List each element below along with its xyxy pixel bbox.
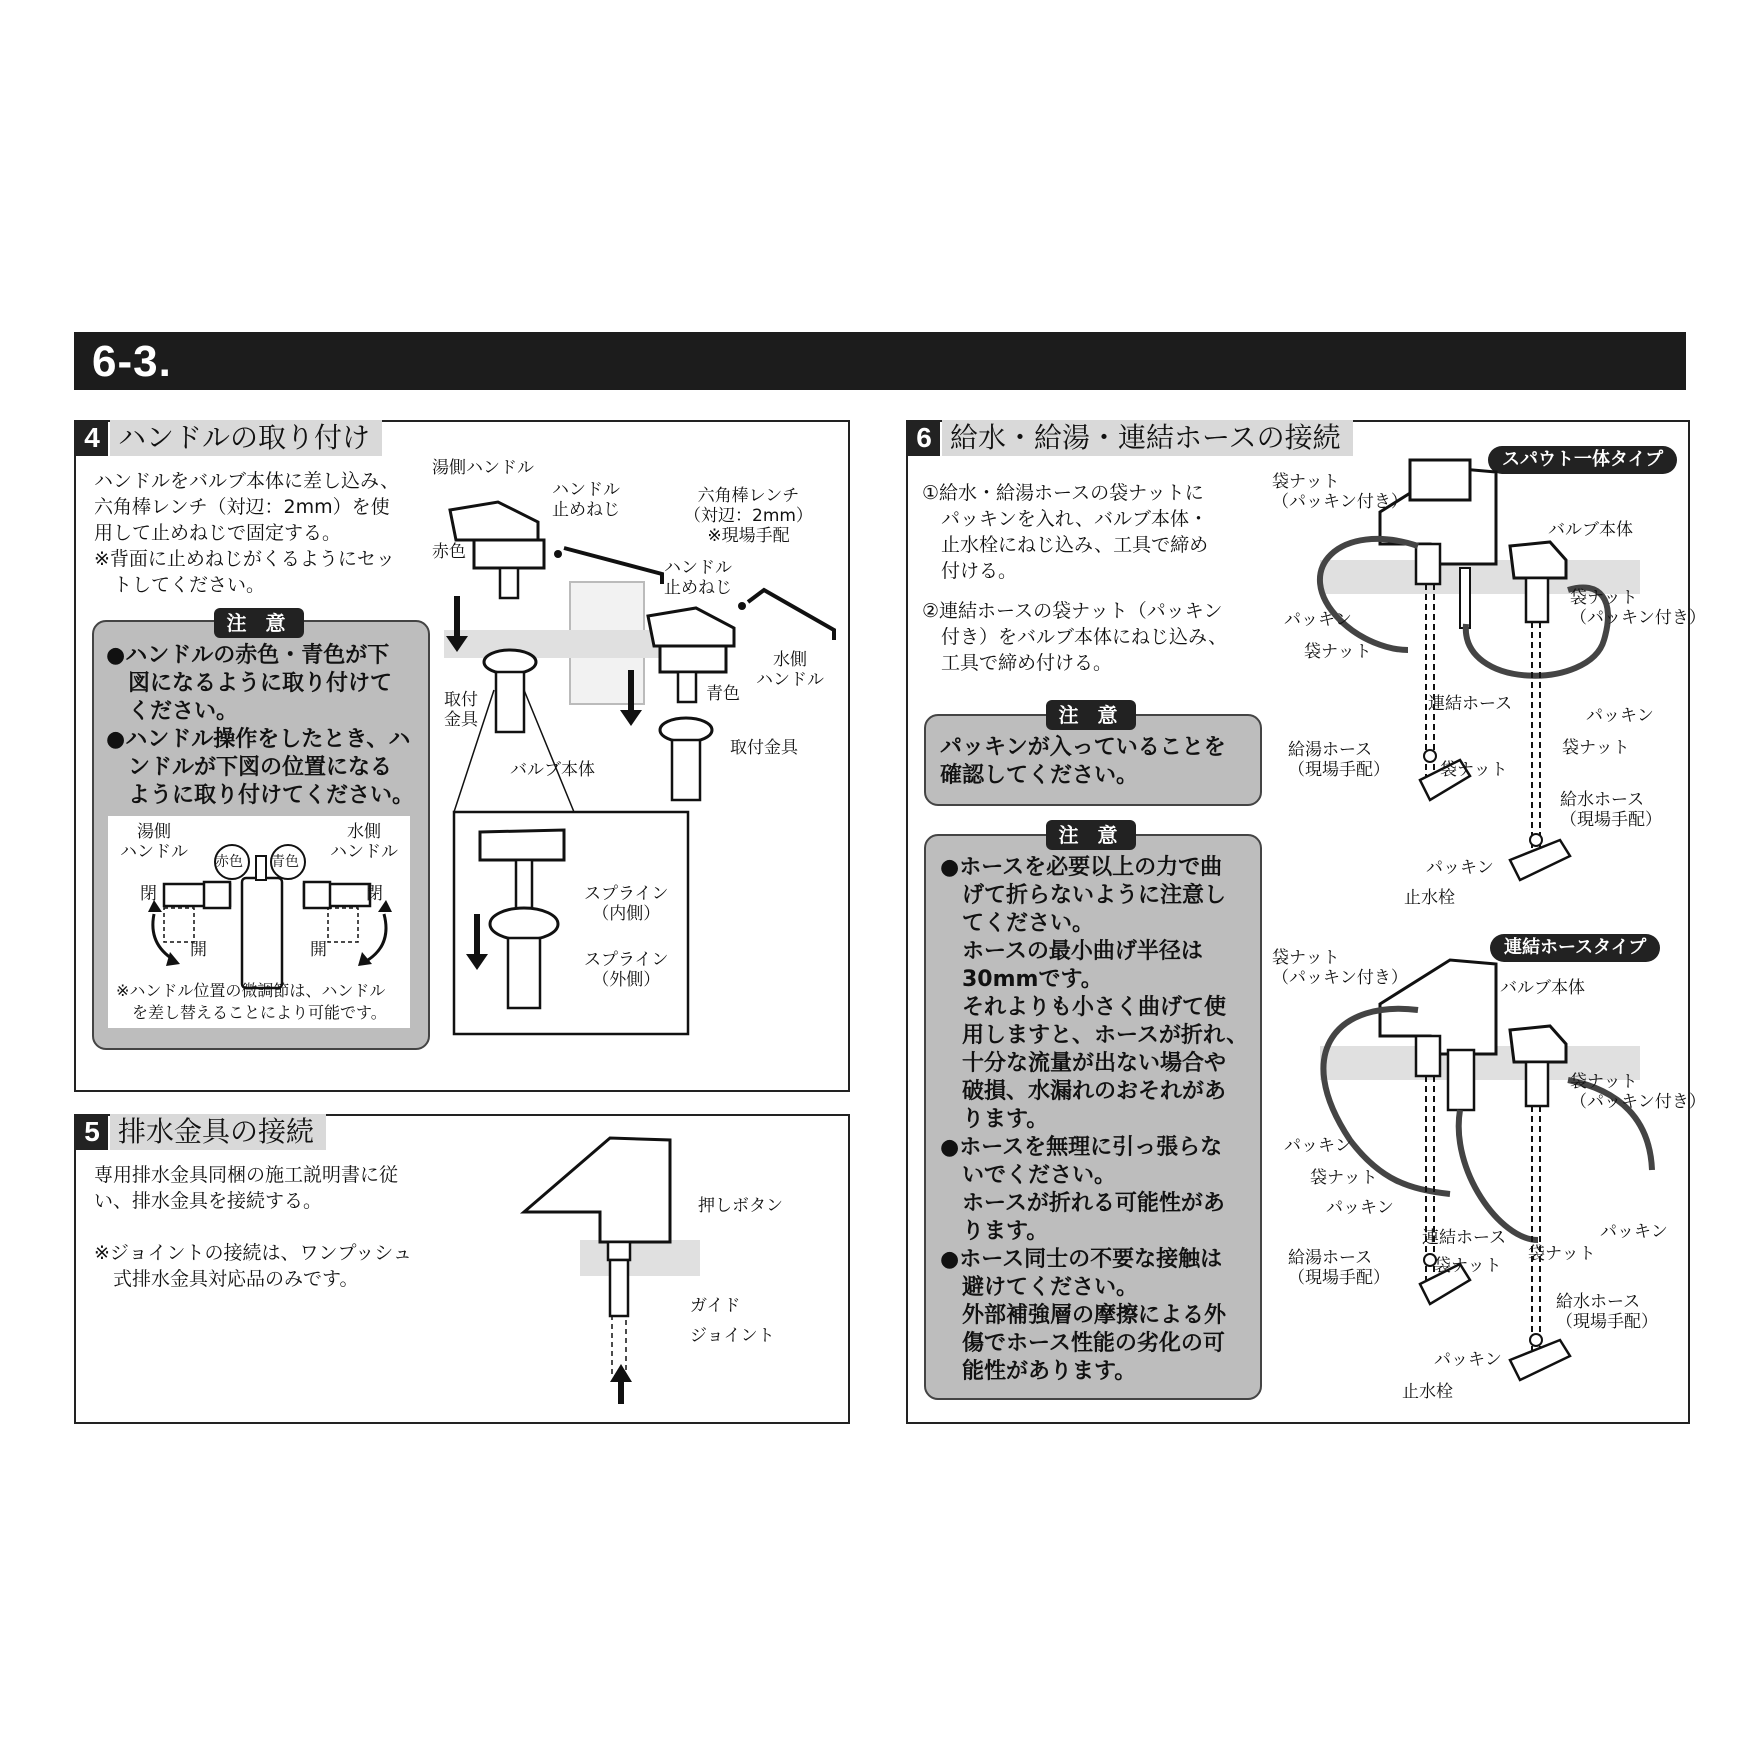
section-5-number: 5 (76, 1114, 108, 1150)
label-spline-inner (584, 884, 669, 924)
d1-cap-nut-right: 袋ナット (1562, 738, 1630, 758)
label-line: （対辺：2mm） (684, 506, 813, 526)
caution-line: ください。 (106, 699, 239, 724)
section-6-step-2 (922, 598, 1262, 676)
d1-cap-nut-bottom: 袋ナット (1440, 760, 1508, 780)
label-line: ハンドル (120, 842, 188, 862)
inset-blue-label: 青色 (271, 854, 299, 870)
caution-line: 外部補強層の摩擦による外 (940, 1303, 1227, 1328)
d1-link-hose: 連結ホース (1428, 694, 1513, 714)
footnote-line: ※ハンドル位置の微調節は、ハンドル (116, 981, 386, 1000)
label-line: 袋ナット (1570, 588, 1638, 608)
section-6-step-1 (922, 480, 1262, 584)
caution-line: ンドルが下図の位置になる (106, 755, 393, 780)
note-line: ※ジョイントの接続は、ワンプッシュ (94, 1242, 412, 1264)
caution-line: ります。 (940, 1107, 1049, 1132)
body-line: 六角棒レンチ（対辺：2mm）を使 (94, 496, 390, 518)
label-line: 湯側 (137, 822, 171, 842)
inset-open-right: 開 (310, 940, 327, 960)
d2-packing: パッキン (1284, 1136, 1352, 1156)
caution-line: ●ハンドルの赤色・青色が下 (106, 643, 390, 668)
label-line: 六角棒レンチ (697, 486, 800, 506)
section-4-number: 4 (76, 420, 108, 456)
label-line: 取付 (444, 690, 478, 710)
d2-packing-right: パッキン (1600, 1222, 1668, 1242)
label-line: （パッキン付き） (1570, 608, 1706, 628)
label-line: 止めねじ (664, 578, 732, 598)
label-push-button: 押しボタン (698, 1196, 783, 1216)
step-line: 工具で締め付ける。 (922, 652, 1113, 674)
step-line: ②連結ホースの袋ナット（パッキン (922, 600, 1223, 622)
inset-hot-handle-label (120, 822, 188, 862)
page-title: 6-3. (92, 337, 172, 386)
label-hex-wrench (684, 486, 813, 546)
caution-line: 図になるように取り付けて (106, 671, 393, 696)
label-line: （パッキン付き） (1272, 492, 1408, 512)
footnote-line: を差し替えることにより可能です。 (116, 1003, 387, 1022)
caution-line: ●ホースを必要以上の力で曲 (940, 855, 1223, 880)
step-line: 付ける。 (922, 560, 1018, 582)
label-line: 水側 (347, 822, 381, 842)
d2-hot-hose (1288, 1248, 1390, 1288)
body-line: 用して止めねじで固定する。 (94, 522, 342, 544)
note-line: 式排水金具対応品のみです。 (94, 1268, 359, 1290)
label-joint: ジョイント (690, 1326, 775, 1346)
d2-cap-nut-packing (1272, 948, 1408, 988)
label-line: （現場手配） (1560, 810, 1662, 830)
caution-line: ように取り付けてください。 (106, 783, 415, 808)
label-line: 水側 (773, 650, 807, 670)
caution-line: 用しますと、ホースが折れ、 (940, 1023, 1249, 1048)
label-line: 袋ナット (1570, 1072, 1638, 1092)
section-6-caution-text-1 (940, 734, 1260, 790)
d1-stop-valve: 止水栓 (1404, 888, 1455, 908)
d1-valve-body: バルブ本体 (1548, 520, 1633, 540)
type-tag-link-hose: 連結ホースタイプ (1490, 934, 1660, 962)
label-red: 赤色 (432, 542, 466, 562)
section-5-note (94, 1240, 444, 1292)
label-line: ※現場手配 (707, 526, 790, 546)
d1-packing-bottom: パッキン (1426, 858, 1494, 878)
caution-line: ●ホースを無理に引っ張らな (940, 1135, 1223, 1160)
caution-tag: 注 意 (1046, 700, 1136, 730)
section-6-number: 6 (908, 420, 940, 456)
d2-valve-body: バルブ本体 (1500, 978, 1585, 998)
inset-red-label: 赤色 (215, 854, 243, 870)
inset-close-right: 閉 (366, 884, 383, 904)
label-line: （パッキン付き） (1272, 968, 1408, 988)
caution-line: それよりも小さく曲げて使 (940, 995, 1227, 1020)
inset-footnote (116, 980, 416, 1024)
d1-hot-hose (1288, 740, 1390, 780)
caution-line: ります。 (940, 1219, 1049, 1244)
label-line: 給水ホース (1560, 790, 1645, 810)
d1-packing-right: パッキン (1586, 706, 1654, 726)
d1-cap-nut-packing (1272, 472, 1408, 512)
section-4-body (94, 468, 434, 598)
d2-cold-hose (1556, 1292, 1658, 1332)
caution-line: ホースが折れる可能性があ (940, 1191, 1225, 1216)
label-blue: 青色 (706, 684, 740, 704)
step-line: 止水栓にねじ込み、工具で締め (922, 534, 1209, 556)
body-line: ハンドルをバルブ本体に差し込み、 (94, 470, 400, 492)
caution-line: げて折らないように注意し (940, 883, 1227, 908)
label-line: 給水ホース (1556, 1292, 1641, 1312)
caution-line: 避けてください。 (940, 1275, 1139, 1300)
label-line: ハンドル (330, 842, 398, 862)
caution-line: パッキンが入っていることを (940, 735, 1226, 760)
caution-tag: 注 意 (1046, 820, 1136, 850)
type-tag-spout-integrated: スパウト一体タイプ (1488, 446, 1677, 474)
drain-fitting-diagram (520, 1130, 720, 1410)
d2-cap-nut-packing-right (1570, 1072, 1706, 1112)
section-6-caution-text-2 (940, 854, 1260, 1386)
label-guide: ガイド (690, 1296, 741, 1316)
label-line: 給湯ホース (1288, 1248, 1373, 1268)
label-mount-fitting (444, 690, 478, 730)
label-line: ハンドル (552, 480, 620, 500)
body-line: 専用排水金具同梱の施工説明書に従 (94, 1164, 399, 1186)
caution-line: 能性があります。 (940, 1359, 1137, 1384)
label-line: ハンドル (664, 558, 732, 578)
label-handle-screw (552, 480, 620, 520)
label-line: ハンドル (756, 670, 824, 690)
step-line: パッキンを入れ、バルブ本体・ (922, 508, 1208, 530)
d2-link-hose: 連結ホース (1422, 1228, 1507, 1248)
d2-packing-2: パッキン (1326, 1198, 1394, 1218)
caution-line: 30mmです。 (940, 967, 1103, 992)
caution-line: 破損、水漏れのおそれがあ (940, 1079, 1227, 1104)
label-line: 止めねじ (552, 500, 620, 520)
label-handle-screw-2 (664, 558, 732, 598)
label-line: （現場手配） (1288, 1268, 1390, 1288)
caution-line: ●ホース同士の不要な接触は (940, 1247, 1223, 1272)
inset-close-left: 閉 (140, 884, 157, 904)
d2-cap-nut: 袋ナット (1310, 1168, 1378, 1188)
label-line: （内側） (592, 904, 661, 924)
caution-tag: 注 意 (214, 608, 304, 638)
label-line: 金具 (444, 710, 478, 730)
label-line: （パッキン付き） (1570, 1092, 1706, 1112)
label-line: 袋ナット (1272, 948, 1340, 968)
label-line: （現場手配） (1288, 760, 1390, 780)
section-4-title: ハンドルの取り付け (110, 420, 382, 456)
section-6-title: 給水・給湯・連結ホースの接続 (942, 420, 1353, 456)
step-line: 付き）をバルブ本体にねじ込み、 (922, 626, 1228, 648)
step-line: ①給水・給湯ホースの袋ナットに (922, 482, 1204, 504)
label-line: （外側） (592, 970, 661, 990)
label-line: 給湯ホース (1288, 740, 1373, 760)
d1-cap-nut: 袋ナット (1304, 642, 1372, 662)
d1-cold-hose (1560, 790, 1662, 830)
d2-stop-valve: 止水栓 (1402, 1382, 1453, 1402)
caution-line: 十分な流量が出ない場合や (940, 1051, 1227, 1076)
label-mount-fitting-2: 取付金具 (730, 738, 798, 758)
section-5-title: 排水金具の接続 (110, 1114, 326, 1150)
body-line: トしてください。 (94, 574, 266, 596)
body-line: ※背面に止めねじがくるようにセッ (94, 548, 395, 570)
d1-packing: パッキン (1284, 610, 1352, 630)
caution-line: ホースの最小曲げ半径は (940, 939, 1203, 964)
caution-line: 傷でホース性能の劣化の可 (940, 1331, 1225, 1356)
section-4-caution-text (106, 642, 426, 810)
label-cold-handle (756, 650, 824, 690)
label-line: 袋ナット (1272, 472, 1340, 492)
label-spline-outer (584, 950, 669, 990)
label-valve-body: バルブ本体 (510, 760, 595, 780)
caution-line: 確認してください。 (940, 763, 1139, 788)
section-5-body (94, 1162, 444, 1214)
body-line: い、排水金具を接続する。 (94, 1190, 323, 1212)
d2-cap-nut-bottom: 袋ナット (1434, 1256, 1502, 1276)
d1-cap-nut-packing-right (1570, 588, 1706, 628)
d2-packing-bottom: パッキン (1434, 1350, 1502, 1370)
caution-line: てください。 (940, 911, 1095, 936)
label-line: スプライン (584, 950, 669, 970)
caution-line: ●ハンドル操作をしたとき、ハ (106, 727, 411, 752)
label-hot-handle: 湯側ハンドル (432, 458, 534, 478)
inset-open-left: 開 (190, 940, 207, 960)
inset-cold-handle-label (330, 822, 398, 862)
label-line: （現場手配） (1556, 1312, 1658, 1332)
label-line: スプライン (584, 884, 669, 904)
caution-line: いでください。 (940, 1163, 1117, 1188)
spout-type-hose-diagram (1300, 450, 1660, 910)
d2-cap-nut-right: 袋ナット (1528, 1244, 1596, 1264)
header-bar (74, 332, 1686, 390)
